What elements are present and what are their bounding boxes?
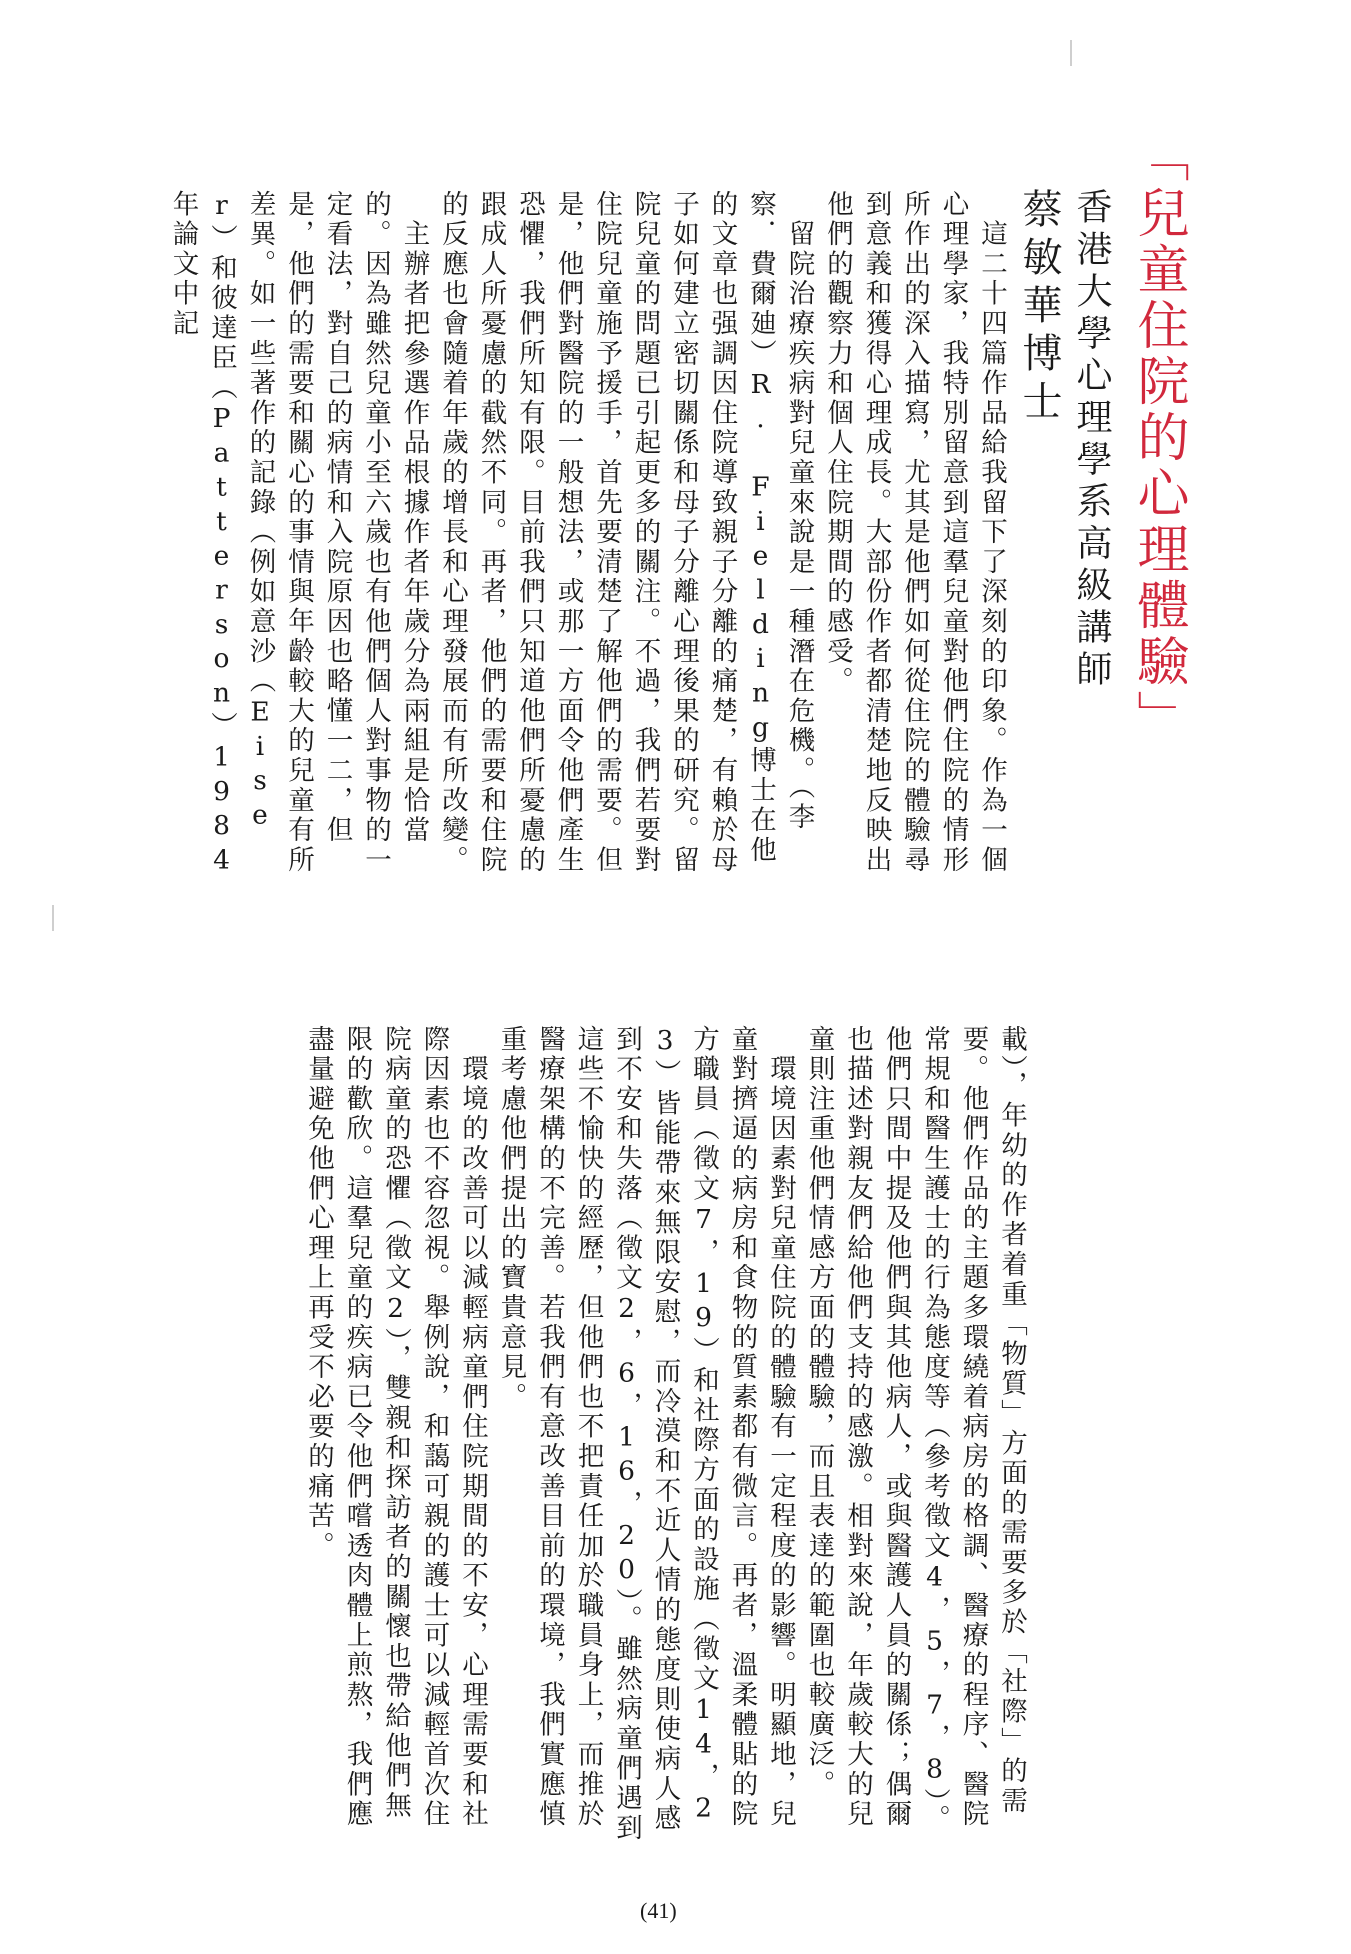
article-title: 「兒童住院的心理體驗」 xyxy=(1128,130,1188,746)
author-affiliation: 香港大學心理學系高級講師 xyxy=(1071,188,1112,692)
body-text-top: 這二十四篇作品給我留下了深刻的印象。作為一個心理學家，我特別留意到這羣兒童對他們住院的情形所作出的深入描寫，尤其是他們如何從住院的體驗尋到意義和獲得心理成長。大部份作者都清楚地反映出他們的觀察力和個人住院期間的感受。 留院治療疾病對兒童來說是一種潛在危機。（李察．費爾廸）R. Fielding博士在他的文章也强調因住院導致親子分離的痛楚，有賴於母子如何建立密切關係和母子分離心理後果的研究。留院兒童的問題已引起更多的關注。不過，我們若要對住院兒童施予援手，首先要清楚了解他們的需要。但是，他們對醫院的一般想法，或那一方面令他們產生恐懼，我們所知有限。目前我們只知道他們所憂慮的跟成人所憂慮的截然不同。再者，他們的需要和住院的反應也會隨着年歲的增長和心理發展而有所改變。 主辦者把參選作品根據作者年歲分為兩組是恰當的。因為雖然兒童小至六歲也有他們個人對事物的一定看法，對自己的病情和入院原因也略懂一二，但是，他們的需要和關心的事情與年齡較大的兒童有所差異。如一些著作的記錄（例如意沙（Eiser）和彼達臣（Patterson）1984年論文中記 xyxy=(167,190,1007,879)
page-number: (41) xyxy=(640,1898,677,1923)
scan-mark xyxy=(52,905,54,931)
author-name: 蔡敏華博士 xyxy=(1016,188,1062,428)
body-text-bottom: 載），年幼的作者着重「物質」方面的需要多於「社際」的需要。他們作品的主題多環繞着病房的格調、醫療的程序、醫院常規和醫生護士的行為態度等（參考徵文4，5，7，8）。他們只間中提及他們與其他病人，或與醫護人員的關係；偶爾也描述對親友們給他們支持的感激。相對來說，年歲較大的兒童則注重他們情感方面的體驗，而且表達的範圍也較廣泛。 環境因素對兒童住院的體驗有一定程度的影響。明顯地，兒童對擠逼的病房和食物的質素都有微言。再者，溫柔體貼的院方職員（徵文7，19）和社際方面的設施（徵文14，23）皆能帶來無限安慰，而冷漠和不近人情的態度則使病人感到不安和失落（徵文2，6，16，20）。雖然病童們遇到這些不愉快的經歷，但他們也不把責任加於職員身上，而推於醫療架構的不完善。若我們有意改善目前的環境，我們實應慎重考慮他們提出的寶貴意見。 環境的改善可以減輕病童們住院期間的不安，心理需要和社際因素也不容忽視。舉例說，和藹可親的護士可以減輕首次住院病童的恐懼（徵文2），雙親和探訪者的關懷也帶給他們無限的歡欣。這羣兒童的疾病已令他們嚐透肉體上煎熬，我們應盡量避免他們心理上再受不必要的痛苦。 xyxy=(303,1025,1027,1844)
scan-mark xyxy=(1070,40,1072,66)
